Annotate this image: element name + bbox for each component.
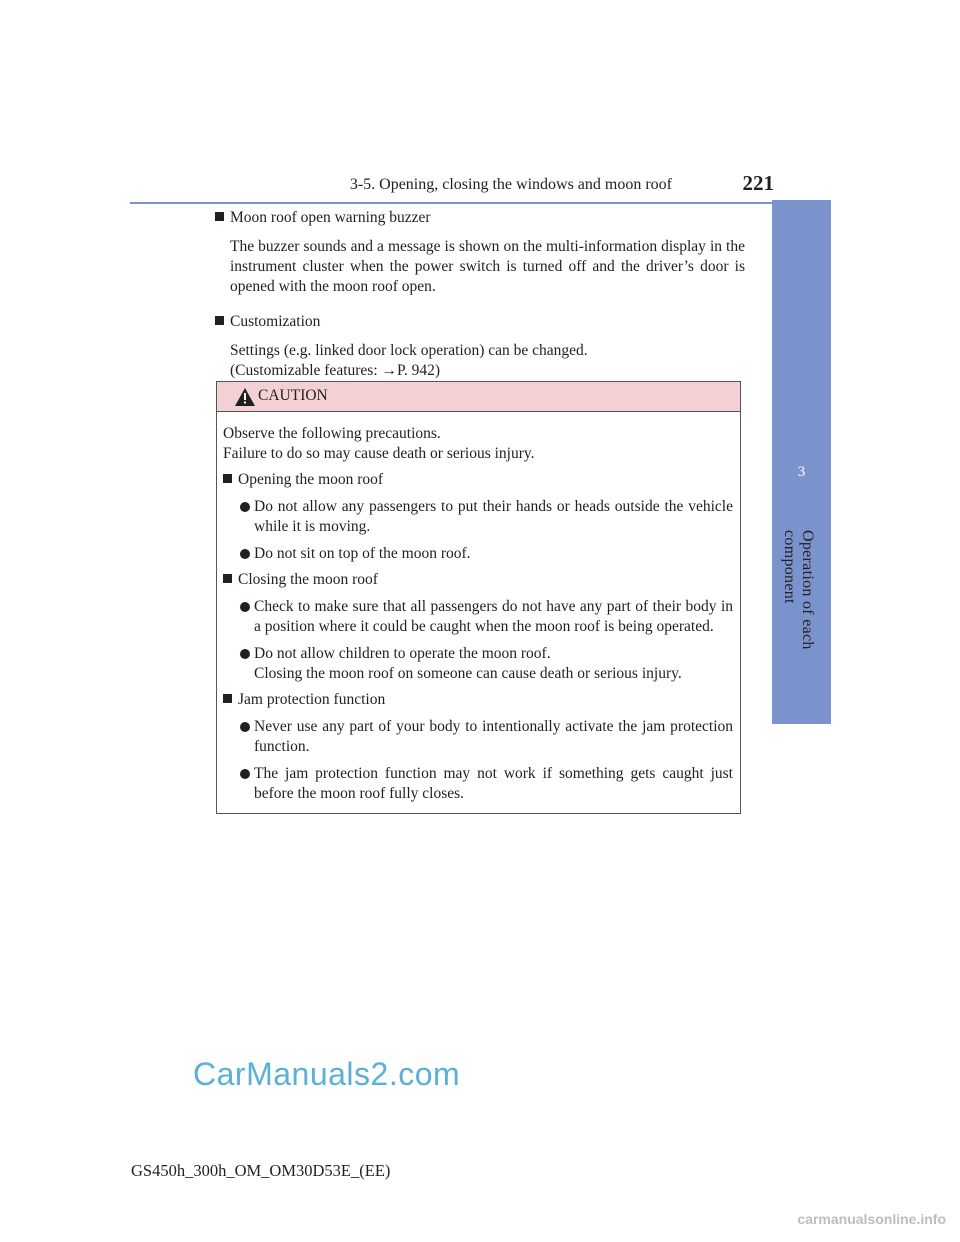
caution-body <box>217 412 740 804</box>
bullet-icon <box>240 502 250 512</box>
page-header <box>130 168 830 204</box>
warning-triangle-icon <box>235 388 255 406</box>
bullet-icon <box>240 769 250 779</box>
caution-heading: Opening the moon roof <box>223 470 733 490</box>
watermark-url: carmanualsonline.info <box>797 1211 946 1227</box>
chapter-title: Operation of each component <box>781 530 816 650</box>
square-bullet-icon <box>223 694 232 703</box>
bullet-icon <box>240 602 250 612</box>
bullet-icon <box>240 722 250 732</box>
caution-heading: Jam protection function <box>223 690 733 710</box>
square-bullet-icon <box>215 316 224 325</box>
caution-label: CAUTION <box>258 387 328 404</box>
section-heading: Moon roof open warning buzzer <box>215 208 745 228</box>
caution-intro: Observe the following precautions. Failure to do so may cause death or serious injury. <box>223 425 535 462</box>
watermark-logo: CarManuals2.com <box>193 1056 461 1092</box>
caution-bullet: Check to make sure that all passengers do not have any part of their body in a position where it could be caught when the moon roof is being operated. <box>240 597 733 637</box>
caution-bullet: Do not allow children to operate the moon roof. Closing the moon roof on someone can cause death or serious injury. <box>240 644 733 684</box>
section-body: The buzzer sounds and a message is shown on the multi-information display in the instrument cluster when the power switch is turned off and the driver’s door is opened with the moon roof open. <box>230 238 745 295</box>
caution-heading: Closing the moon roof <box>223 570 733 590</box>
square-bullet-icon <box>215 212 224 221</box>
chapter-side-tab <box>772 200 831 724</box>
section-title: 3-5. Opening, closing the windows and moon roof <box>349 176 672 193</box>
cross-reference[interactable]: (Customizable features: →P. 942) <box>230 362 441 379</box>
main-content <box>215 208 745 381</box>
caution-bullet: Never use any part of your body to intentionally activate the jam protection function. <box>240 717 733 757</box>
square-bullet-icon <box>223 474 232 483</box>
caution-bullet: Do not allow any passengers to put their hands or heads outside the vehicle while it is moving. <box>240 497 733 537</box>
bullet-icon <box>240 649 250 659</box>
section-body: Settings (e.g. linked door lock operation) can be changed. (Customizable features: →P. 942) <box>230 342 588 379</box>
caution-bullet: Do not sit on top of the moon roof. <box>240 544 733 564</box>
chapter-number: 3 <box>797 464 806 480</box>
square-bullet-icon <box>223 574 232 583</box>
caution-bullet: The jam protection function may not work if something gets caught just before the moon roof fully closes. <box>240 764 733 804</box>
document-code: GS450h_300h_OM_OM30D53E_(EE) <box>131 1161 391 1180</box>
caution-box <box>216 381 741 814</box>
caution-header <box>217 382 740 412</box>
section-heading: Customization <box>215 312 745 332</box>
bullet-icon <box>240 549 250 559</box>
page-number: 221 <box>742 171 774 195</box>
